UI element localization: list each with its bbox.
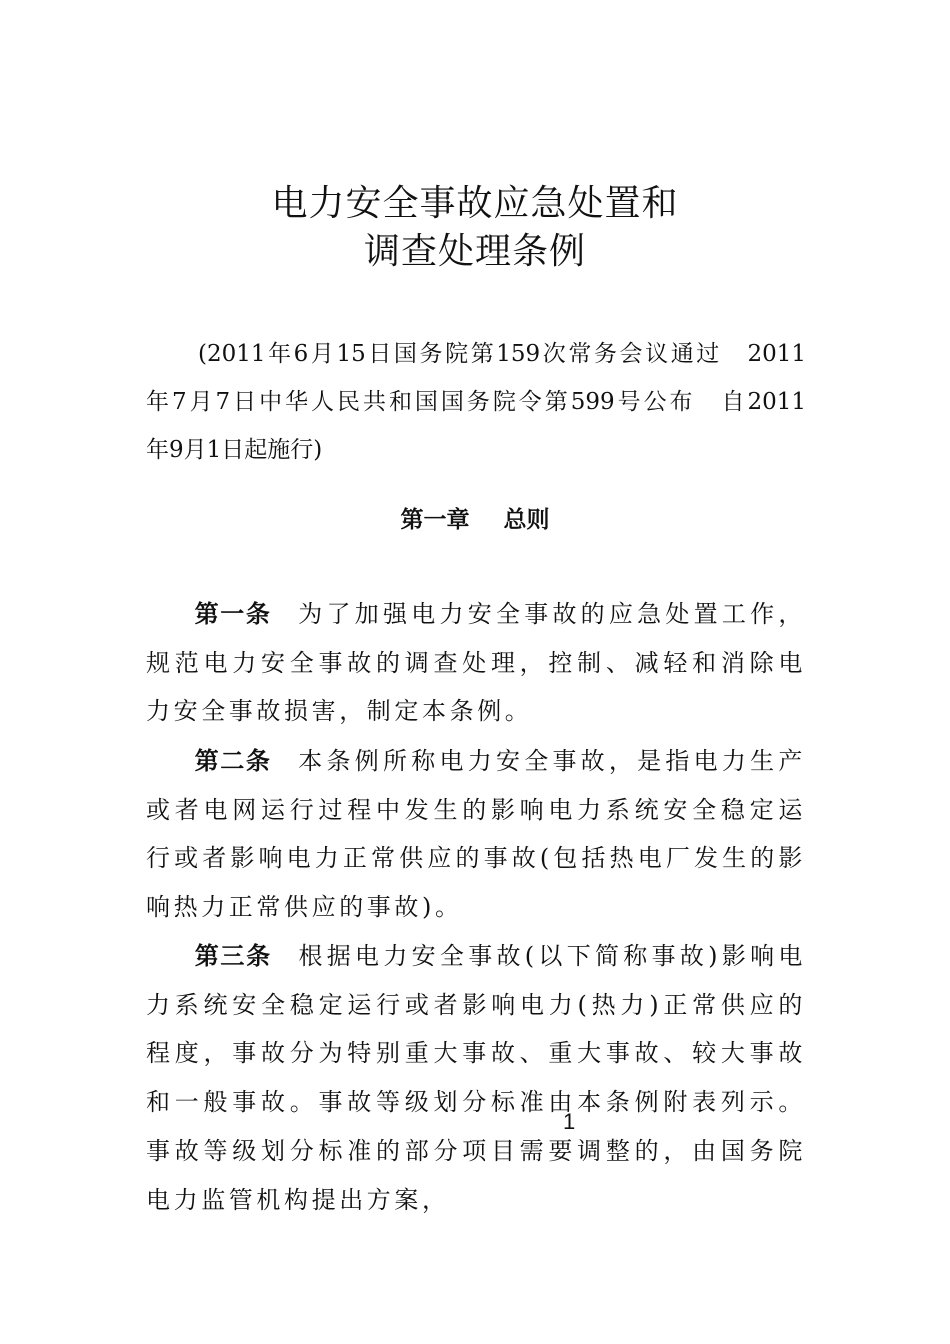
article-label: 第二条 xyxy=(194,747,272,775)
page-number: 1 xyxy=(563,1109,576,1134)
article-paragraph xyxy=(146,590,806,736)
article-text: 为了加强电力安全事故的应急处置工作，规范电力安全事故的调查处理，控制、减轻和消除电力安全事故损害，制定本条例。 xyxy=(146,600,807,726)
article-paragraph xyxy=(146,737,806,932)
article-text: 根据电力安全事故(以下简称事故)影响电力系统安全稳定运行或者影响电力(热力)正常供应的程度，事故分为特别重大事故、重大事故、较大事故和一般事故。事故等级划分标准由本条例附表列示。事故等级划分标准的部分项目需要调整的，由国务院电力监管机构提出方案， xyxy=(146,942,806,1214)
document-title-line-1: 电力安全事故应急处置和 xyxy=(271,183,679,224)
enactment-info-line-2: 年7月7日中华人民共和国国务院令第599号公布 自2011 xyxy=(146,389,806,415)
article-text: 本条例所称电力安全事故，是指电力生产或者电网运行过程中发生的影响电力系统安全稳定运行或者影响电力正常供应的事故(包括热电厂发生的影响热力正常供应的事故)。 xyxy=(146,747,807,922)
chapter-title: 总则 xyxy=(503,507,550,533)
enactment-info-line-1: (2011年6月15日国务院第159次常务会议通过 2011 xyxy=(198,341,806,367)
article-label: 第一条 xyxy=(194,600,272,628)
chapter-number: 第一章 xyxy=(400,507,470,533)
chapter-heading xyxy=(0,500,950,540)
enactment-info-line-3: 年9月1日起施行) xyxy=(146,437,323,463)
article-paragraph xyxy=(146,932,806,1224)
article-label: 第三条 xyxy=(194,942,272,970)
document-title-line-2: 调查处理条例 xyxy=(363,231,586,272)
